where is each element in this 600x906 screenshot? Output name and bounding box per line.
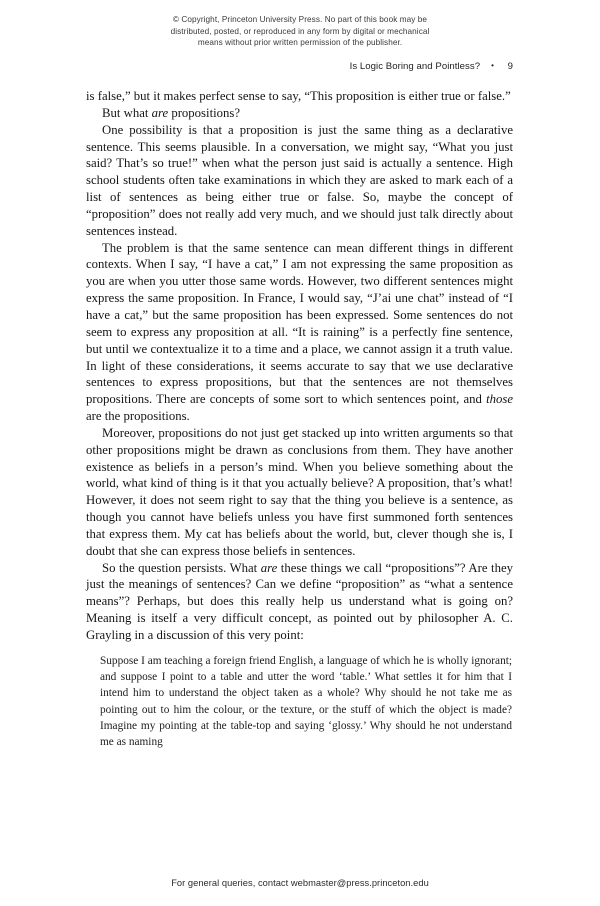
page-number: 9 [507, 61, 513, 72]
paragraph-text: these things we call “propositions”? Are they just the meanings of sentences? Can we define “proposition” as “what a sentence means”? Perhaps, but does this really help us understand what is going on? Meaning is itself a very difficult concept, as pointed out by philosopher A. C. Grayling in a discussion of this very point: [86, 560, 513, 642]
para-one-possibility [86, 122, 513, 240]
block-quote [86, 653, 513, 751]
running-head-separator-icon: • [491, 61, 494, 70]
para-moreover [86, 425, 513, 560]
paragraph-text: But what [102, 105, 152, 120]
paragraph-text: One possibility is that a proposition is just the same thing as a declarative sentence. This seems plausible. In a conversation, we might say, “What you just said? That’s so true!” when what the person just said is actually a sentence. High school students often take examinations in which they are asked to mark each of a list of sentences as being either true or false. So, maybe the concept of “proposition” does not really add very much, and we should just talk directly about sentences instead. [86, 122, 513, 238]
para-so-the-question [86, 560, 513, 644]
copyright-line-1: © Copyright, Princeton University Press. No part of this book may be [172, 15, 428, 24]
page-footer [0, 878, 600, 888]
copyright-line-2: distributed, posted, or reproduced in any form by digital or mechanical [170, 26, 430, 36]
running-head [86, 61, 513, 72]
running-head-title: Is Logic Boring and Pointless? [349, 61, 481, 72]
paragraph-text: Moreover, propositions do not just get stacked up into written arguments so that other propositions might be drawn as conclusions from them. They have another existence as beliefs in a person’s mind. When you believe something about the world, what kind of thing is it that you actually believe? A proposition, that’s what! However, it does not seem right to say that the thing you believe is a sentence, as though you cannot have beliefs unless you have first summoned forth sentences that express them. My cat has beliefs about the world, but, clever though she is, I doubt that she can express those beliefs in sentences. [86, 425, 513, 558]
copyright-line-3: means without prior written permission of the publisher. [197, 38, 403, 48]
paragraph-text: So the question persists. What [102, 560, 261, 575]
body-text-column [86, 88, 513, 751]
emphasis-text: are [260, 560, 278, 575]
emphasis-text: are [151, 105, 169, 120]
footer-text: For general queries, contact webmaster@press.princeton.edu [171, 878, 429, 888]
para-but-what-are [86, 105, 513, 122]
copyright-notice [118, 14, 482, 49]
para-continued-false [86, 88, 513, 105]
paragraph-text: The problem is that the same sentence can mean different things in different contexts. When I say, “I have a cat,” I am not expressing the same proposition as you are when you utter those same words. However, two different sentences might express the same proposition. In France, I would say, “J’ai une chat” instead of “I have a cat,” but the same proposition has been expressed. Some sentences do not seem to express any proposition at all. “It is raining” is a perfectly fine sentence, but until we contextualize it to a time and a place, we cannot assign it a truth value. In light of these considerations, it seems accurate to say that we use declarative sentences to express propositions, but that the sentences are not themselves propositions. There are concepts of some sort to which sentences point, and [86, 240, 513, 407]
paragraph-text: are the propositions. [86, 409, 190, 424]
paragraph-text: propositions? [168, 105, 241, 120]
paragraph-text: is false,” but it makes perfect sense to say, “This proposition is either true or false.” [86, 89, 511, 103]
block-quote-text: Suppose I am teaching a foreign friend English, a language of which he is wholly ignorant; and suppose I point to a table and utter the word ‘table.’ What settles it for him that I intend him to understand the object taken as a whole? Why should he not take me as pointing out to him the colour, or the texture, or the stuff of which the object is made? Imagine my pointing at the table-top and saying ‘glossy.’ Why should he not understand me as naming [100, 654, 512, 749]
emphasis-text: those [486, 392, 513, 407]
para-the-problem [86, 240, 513, 425]
paragraph-list [86, 88, 513, 644]
